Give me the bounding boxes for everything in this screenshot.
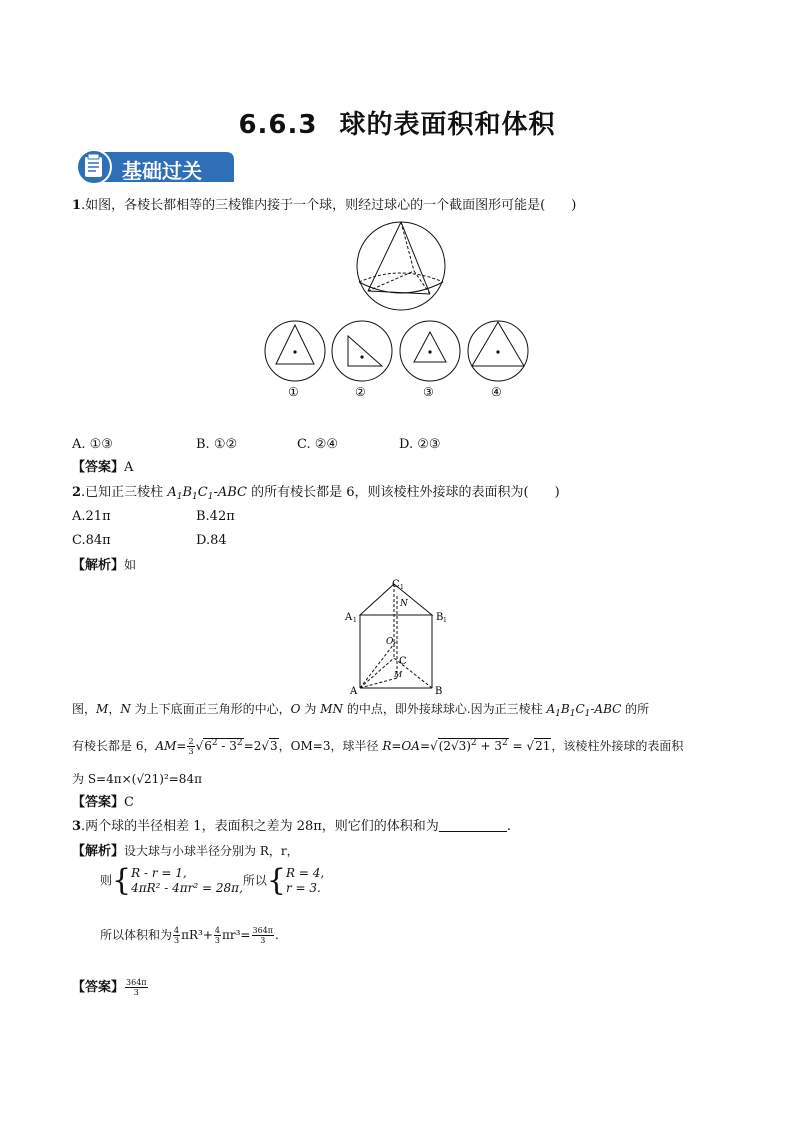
q1-option-d: D. ②③ bbox=[399, 437, 441, 452]
q1-options bbox=[72, 436, 441, 454]
q3-volume-sum: 所以体积和为 $\frac{4}{3}$ πR³+ $\frac{4}{3}$ πr³= $\frac{364\pi}{3}$ . bbox=[100, 926, 279, 945]
section-option-3 bbox=[400, 321, 460, 381]
q1-option-a: A. ①③ bbox=[72, 437, 113, 452]
svg-text:1: 1 bbox=[443, 617, 447, 624]
svg-text:1: 1 bbox=[353, 617, 357, 624]
section-option-1 bbox=[265, 321, 325, 381]
q1-sphere-figure bbox=[356, 220, 446, 312]
section-label-3: ③ bbox=[423, 385, 434, 399]
section-title: 球的表面积和体积 bbox=[339, 110, 556, 140]
svg-text:B: B bbox=[435, 686, 443, 697]
q3-answer-blank bbox=[439, 819, 507, 832]
q1-stem: 1.如图，各棱长都相等的三棱锥内接于一个球，则经过球心的一个截面图形可能是( ) bbox=[72, 198, 577, 213]
section-label-1: ① bbox=[288, 385, 299, 399]
svg-text:A: A bbox=[345, 612, 353, 623]
q2-options-row2 bbox=[72, 532, 227, 550]
section-label-4: ④ bbox=[491, 385, 502, 399]
q2-option-a: A.21π bbox=[72, 509, 111, 524]
svg-text:C: C bbox=[399, 656, 407, 667]
q1-cross-sections bbox=[264, 320, 534, 400]
q2-analysis: 【解析】如 bbox=[72, 558, 137, 573]
q3-stem: 3.两个球的半径相差 1，表面积之差为 28π，则它们的体积和为 . bbox=[72, 819, 511, 834]
q1-option-b: B. ①② bbox=[196, 437, 238, 452]
svg-text:N: N bbox=[400, 599, 408, 609]
q1-option-c: C. ②④ bbox=[297, 437, 339, 452]
svg-text:O: O bbox=[386, 637, 394, 647]
q2-prism-figure bbox=[344, 578, 454, 696]
svg-text:C: C bbox=[392, 579, 400, 590]
q2-analysis-line2: 有棱长都是 6，AM= $\frac{2}{3}$ $√6^2 - 3^2=2√3$，OM=3，球半径 $R=OA=√(2√3)^2 + 3^2 = √21$，该棱柱外接球的表面积 bbox=[72, 737, 684, 756]
q3-equation-system: 则{R - r = 1, 4πR² - 4πr² = 28π,所以{R = 4, r = 3. bbox=[100, 863, 325, 898]
q2-option-d: D.84 bbox=[196, 533, 227, 548]
q3-answer: 【答案】 $\frac{364\pi}{3}$ bbox=[72, 978, 147, 997]
section-number: 6.6.3 bbox=[238, 110, 318, 140]
section-label-2: ② bbox=[355, 385, 366, 399]
q2-option-c: C.84π bbox=[72, 533, 111, 548]
svg-text:M: M bbox=[394, 670, 403, 679]
svg-text:A: A bbox=[350, 686, 358, 697]
q1-answer: 【答案】A bbox=[72, 460, 134, 475]
section-option-2 bbox=[332, 321, 392, 381]
svg-text:1: 1 bbox=[400, 584, 404, 591]
banner-label: 基础过关 bbox=[122, 159, 202, 183]
q2-analysis-line1: 图，M，N 为上下底面正三角形的中心，O 为 MN 的中点，即外接球球心.因为正三棱柱 $A_1B_1C_1$-ABC 的所 bbox=[72, 702, 650, 719]
section-option-4 bbox=[468, 321, 528, 381]
q2-answer: 【答案】C bbox=[72, 795, 134, 810]
svg-text:B: B bbox=[436, 612, 444, 623]
q2-option-b: B.42π bbox=[196, 509, 235, 524]
q3-analysis: 【解析】设大球与小球半径分别为 R，r， bbox=[72, 844, 299, 859]
q2-analysis-line3: 为 S=4π×(√21)²=84π bbox=[72, 772, 202, 786]
page-title bbox=[0, 104, 794, 141]
q2-stem: 2.已知正三棱柱 $A_1B_1C_1$-ABC 的所有棱长都是 6，则该棱柱外接球的表面积为( ) bbox=[72, 485, 560, 502]
q2-options-row1 bbox=[72, 508, 235, 526]
